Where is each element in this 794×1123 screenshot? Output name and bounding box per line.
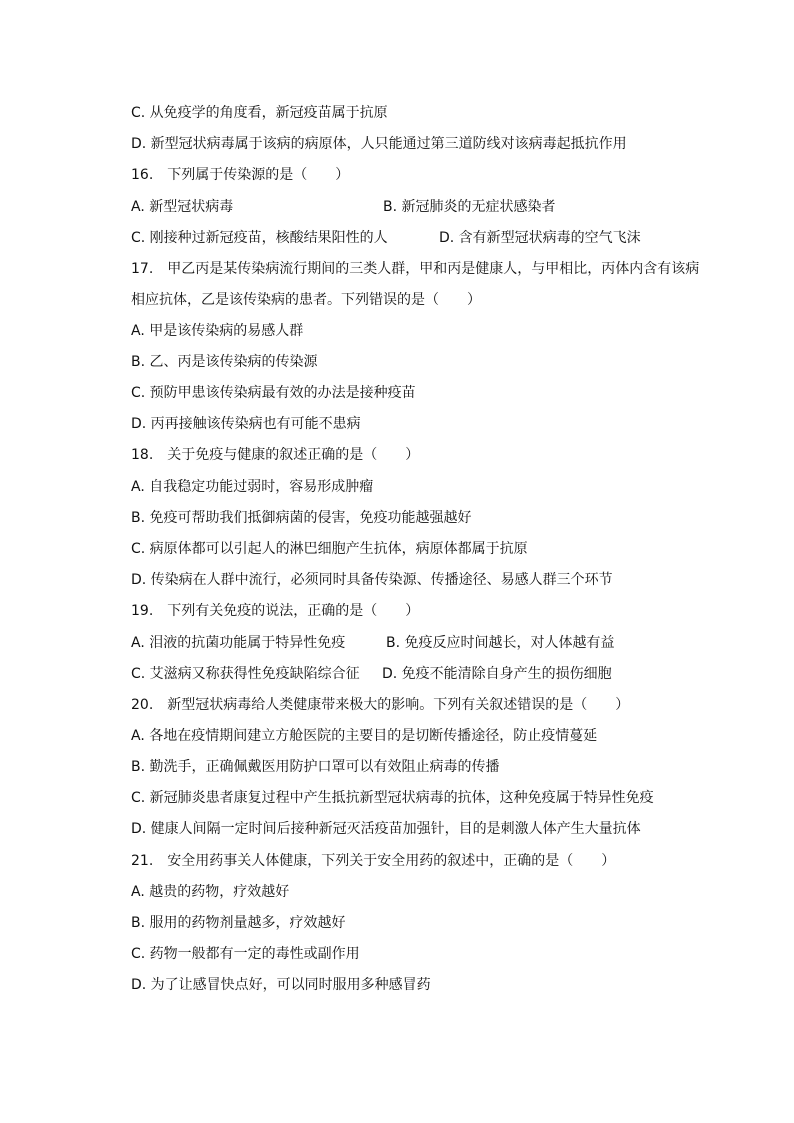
q18-option-c: C. 病原体都可以引起人的淋巴细胞产生抗体，病原体都属于抗原 bbox=[131, 541, 528, 557]
q15-option-c: C. 从免疫学的角度看，新冠疫苗属于抗原 bbox=[131, 105, 388, 121]
q20-option-a: A. 各地在疫情期间建立方舱医院的主要目的是切断传播途径，防止疫情蔓延 bbox=[131, 728, 598, 744]
q16-option-d: D. 含有新型冠状病毒的空气飞沫 bbox=[439, 230, 641, 246]
q21-option-b: B. 服用的药物剂量越多，疗效越好 bbox=[131, 915, 346, 931]
q17-stem-line2: 相应抗体，乙是该传染病的患者。下列错误的是（ ） bbox=[131, 292, 481, 308]
q16-option-b: B. 新冠肺炎的无症状感染者 bbox=[383, 199, 556, 215]
q21-option-d: D. 为了让感冒快点好，可以同时服用多种感冒药 bbox=[131, 977, 431, 993]
q20-option-b: B. 勤洗手，正确佩戴医用防护口罩可以有效阻止病毒的传播 bbox=[131, 759, 500, 775]
q18-option-b: B. 免疫可帮助我们抵御病菌的侵害，免疫功能越强越好 bbox=[131, 510, 472, 526]
q18-stem: 18. 关于免疫与健康的叙述正确的是（ ） bbox=[131, 447, 420, 463]
q17-option-a: A. 甲是该传染病的易感人群 bbox=[131, 323, 304, 339]
q20-stem: 20. 新型冠状病毒给人类健康带来极大的影响。下列有关叙述错误的是（ ） bbox=[131, 697, 630, 713]
q18-option-a: A. 自我稳定功能过弱时，容易形成肿瘤 bbox=[131, 479, 374, 495]
q17-option-d: D. 丙再接触该传染病也有可能不患病 bbox=[131, 416, 361, 432]
q19-option-d: D. 免疫不能清除自身产生的损伤细胞 bbox=[382, 666, 612, 682]
q16-stem: 16. 下列属于传染源的是（ ） bbox=[131, 167, 350, 183]
q21-option-a: A. 越贵的药物，疗效越好 bbox=[131, 884, 290, 900]
q19-stem: 19. 下列有关免疫的说法，正确的是（ ） bbox=[131, 603, 420, 619]
q16-option-c: C. 刚接种过新冠疫苗，核酸结果阳性的人 bbox=[131, 230, 388, 246]
q20-option-d: D. 健康人间隔一定时间后接种新冠灭活疫苗加强针，目的是刺激人体产生大量抗体 bbox=[131, 821, 641, 837]
q17-stem-line1: 17. 甲乙丙是某传染病流行期间的三类人群，甲和丙是健康人，与甲相比，丙体内含有该病 bbox=[131, 261, 700, 277]
q16-option-a: A. 新型冠状病毒 bbox=[131, 199, 234, 215]
q18-option-d: D. 传染病在人群中流行，必须同时具备传染源、传播途径、易感人群三个环节 bbox=[131, 572, 613, 588]
q20-option-c: C. 新冠肺炎患者康复过程中产生抵抗新型冠状病毒的抗体，这种免疫属于特异性免疫 bbox=[131, 790, 654, 806]
q21-option-c: C. 药物一般都有一定的毒性或副作用 bbox=[131, 946, 360, 962]
q15-option-d: D. 新型冠状病毒属于该病的病原体，人只能通过第三道防线对该病毒起抵抗作用 bbox=[131, 136, 627, 152]
q19-option-b: B. 免疫反应时间越长，对人体越有益 bbox=[386, 635, 615, 651]
q19-option-c: C. 艾滋病又称获得性免疫缺陷综合征 bbox=[131, 666, 360, 682]
q17-option-b: B. 乙、丙是该传染病的传染源 bbox=[131, 354, 318, 370]
q17-option-c: C. 预防甲患该传染病最有效的办法是接种疫苗 bbox=[131, 385, 416, 401]
q19-option-a: A. 泪液的抗菌功能属于特异性免疫 bbox=[131, 635, 346, 651]
q21-stem: 21. 安全用药事关人体健康，下列关于安全用药的叙述中，正确的是（ ） bbox=[131, 853, 616, 869]
